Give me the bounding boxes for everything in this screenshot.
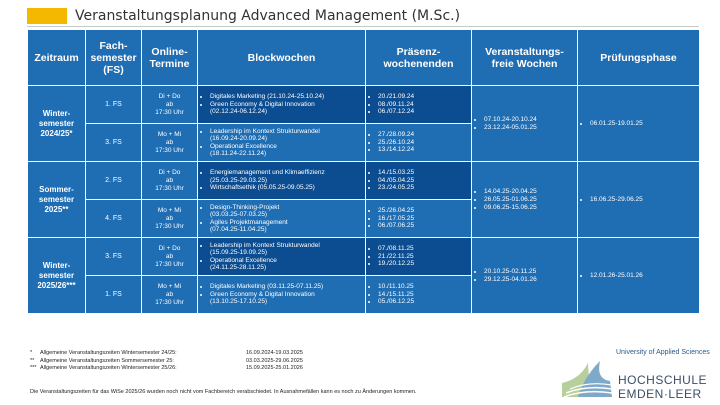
note-row (30, 358, 303, 366)
praesenz-cell (366, 238, 472, 276)
freie-woche-item-list (472, 114, 577, 134)
freie-woche-item: • 29.12.25-04.01.26 (484, 276, 573, 284)
schedule-body (28, 86, 700, 314)
praesenz-item: • 20./21.09.24 (378, 93, 467, 101)
online-termine-cell: Mo + Mi ab 17:30 Uhr (142, 276, 198, 314)
blockwoche-item: • Digitales Marketing (03.11.25-07.11.25) (210, 283, 361, 291)
title-bar (27, 6, 460, 26)
header-zeitraum: Zeitraum (28, 30, 86, 86)
header-praesenzwochenenden: Präsenz- wochenenden (366, 30, 472, 86)
pruefungsphase-cell (578, 162, 700, 238)
pruefungsphase-item: • 16.06.25-29.06.25 (590, 196, 695, 204)
praesenz-item: • 14./15.11.25 (378, 291, 467, 299)
blockwoche-item: • Agiles Projektmanagement (07.04.25-11.04.25) (210, 219, 361, 234)
praesenz-item: • 19./20.12.25 (378, 260, 467, 268)
blockwoche-item-list (198, 240, 365, 274)
blockwoche-item: • Green Economy & Digital Innovation (02.12.24-06.12.24) (210, 101, 361, 116)
praesenz-item-list (366, 91, 471, 118)
footnote: Die Veranstaltungszeiten für das WiSe 2025/26 wurden noch nicht vom Fachbereich verabschiedet. In Ausnahmefällen kann es noch zu Änderungen kommen. (30, 389, 417, 395)
header-online-termine: Online- Termine (142, 30, 198, 86)
blockwochen-cell (198, 86, 366, 124)
university-logo (560, 349, 720, 405)
blockwoche-item-list (198, 281, 365, 308)
note-label: Allgemeine Veranstaltungszeiten Wintersemester 24/25: (40, 350, 177, 356)
header-pruefungsphase: Prüfungsphase (578, 30, 700, 86)
table-row (28, 238, 700, 276)
praesenz-item: • 27./28.09.24 (378, 131, 467, 139)
note-value: 15.09.2025-25.01.2026 (246, 365, 303, 371)
veranstaltungsfreie-wochen-cell (472, 86, 578, 162)
pruefungsphase-item: • 06.01.25-19.01.25 (590, 120, 695, 128)
praesenz-item: • 13./14.12.24 (378, 146, 467, 154)
title-accent-bar (27, 8, 67, 24)
header-fachsemester: Fach- semester (FS) (86, 30, 142, 86)
praesenz-item-list (366, 205, 471, 232)
online-termine-cell: Mo + Mi ab 17:30 Uhr (142, 124, 198, 162)
blockwoche-item: • Leadership im Kontext Strukturwandel (16.09.24-20.09.24) (210, 128, 361, 143)
blockwochen-cell (198, 238, 366, 276)
semester-label: Winter- semester 2024/25* (28, 86, 86, 162)
fachsemester-cell: 3. FS (86, 124, 142, 162)
blockwochen-cell (198, 276, 366, 314)
blockwochen-cell (198, 124, 366, 162)
blockwoche-item: • Operational Excellence (18.11.24-22.11.24) (210, 143, 361, 158)
logo-mark-icon (560, 353, 614, 401)
logo-name-line2: EMDEN·LEER (618, 387, 702, 401)
blockwoche-item: • Energiemanagement und Klimaeffizienz (25.03.25-29.03.25) (210, 169, 361, 184)
pruefungsphase-list (578, 194, 699, 206)
pruefungsphase-cell (578, 238, 700, 314)
praesenz-item: • 08./09.11.24 (378, 101, 467, 109)
praesenz-item: • 16./17.05.25 (378, 215, 467, 223)
blockwoche-item-list (198, 126, 365, 160)
note-label: Allgemeine Veranstaltungszeiten Wintersemester 25/26: (40, 365, 177, 371)
praesenz-item: • 04./05.04.25 (378, 177, 467, 185)
logo-tagline: University of Applied Sciences (616, 349, 710, 356)
freie-woche-item: • 14.04.25-20.04.25 (484, 188, 573, 196)
blockwoche-item: • Leadership im Kontext Strukturwandel (15.09.25-19.09.25) (210, 242, 361, 257)
praesenz-cell (366, 86, 472, 124)
fachsemester-cell: 1. FS (86, 276, 142, 314)
semester-label: Winter- semester 2025/26*** (28, 238, 86, 314)
praesenz-cell (366, 276, 472, 314)
online-termine-cell: Di + Do ab 17:30 Uhr (142, 86, 198, 124)
fachsemester-cell: 4. FS (86, 200, 142, 238)
pruefungsphase-list (578, 118, 699, 130)
table-row (28, 162, 700, 200)
praesenz-item: • 23./24.05.25 (378, 184, 467, 192)
title-divider (27, 26, 699, 27)
praesenz-cell (366, 200, 472, 238)
blockwoche-item-list (198, 202, 365, 236)
praesenz-item: • 25./26.04.25 (378, 207, 467, 215)
logo-name-line1: HOCHSCHULE (618, 373, 708, 387)
note-label: Allgemeine Veranstaltungszeiten Sommersemester 25: (40, 357, 174, 364)
pruefungsphase-item: • 12.01.26-25.01.26 (590, 272, 695, 280)
note-mark: *** (30, 365, 37, 371)
freie-woche-item-list (472, 266, 577, 286)
semester-label: Sommer- semester 2025** (28, 162, 86, 238)
pruefungsphase-cell (578, 86, 700, 162)
blockwoche-item: • Operational Excellence (24.11.25-28.11.25) (210, 257, 361, 272)
freie-woche-item-list (472, 186, 577, 214)
pruefungsphase-list (578, 270, 699, 282)
header-blockwochen: Blockwochen (198, 30, 366, 86)
note-value: 16.09.2024-19.03.2025 (246, 350, 303, 356)
praesenz-item-list (366, 243, 471, 270)
veranstaltungsfreie-wochen-cell (472, 162, 578, 238)
note-row (30, 350, 303, 358)
freie-woche-item: • 07.10.24-20.10.24 (484, 116, 573, 124)
blockwochen-cell (198, 200, 366, 238)
praesenz-cell (366, 162, 472, 200)
note-mark: ** (30, 357, 35, 364)
praesenz-item-list (366, 167, 471, 194)
praesenz-item-list (366, 129, 471, 156)
online-termine-cell: Mo + Mi ab 17:30 Uhr (142, 200, 198, 238)
blockwoche-item: • Digitales Marketing (21.10.24-25.10.24) (210, 93, 361, 101)
freie-woche-item: • 09.06.25-15.06.25 (484, 204, 573, 212)
blockwoche-item-list (198, 91, 365, 118)
fachsemester-cell: 1. FS (86, 86, 142, 124)
praesenz-item: • 05./06.12.25 (378, 298, 467, 306)
praesenz-item: • 06./07.06.25 (378, 222, 467, 230)
table-row (28, 86, 700, 124)
online-termine-cell: Di + Do ab 17:30 Uhr (142, 238, 198, 276)
blockwoche-item-list (198, 167, 365, 194)
praesenz-item: • 25./26.10.24 (378, 139, 467, 147)
freie-woche-item: • 23.12.24-05.01.25 (484, 124, 573, 132)
fachsemester-cell: 3. FS (86, 238, 142, 276)
fachsemester-cell: 2. FS (86, 162, 142, 200)
blockwoche-item: • Wirtschaftsethik (05.05.25-09.05.25) (210, 184, 361, 192)
header-veranstaltungsfreie-wochen: Veranstaltungs- freie Wochen (472, 30, 578, 86)
blockwoche-item: • Green Economy & Digital Innovation (13.10.25-17.10.25) (210, 291, 361, 306)
veranstaltungsfreie-wochen-cell (472, 238, 578, 314)
note-value: 03.03.2025-29.06.2025 (246, 357, 303, 364)
online-termine-cell: Di + Do ab 17:30 Uhr (142, 162, 198, 200)
note-row (30, 365, 303, 373)
praesenz-item: • 14./15.03.25 (378, 169, 467, 177)
note-mark: * (30, 350, 33, 356)
blockwoche-item: • Design-Thinking-Projekt (03.03.25-07.03.25) (210, 204, 361, 219)
praesenz-item: • 10./11.10.25 (378, 283, 467, 291)
freie-woche-item: • 20.10.25-02.11.25 (484, 268, 573, 276)
schedule-table (27, 29, 700, 314)
praesenz-item: • 21./22.11.25 (378, 253, 467, 261)
page-title: Veranstaltungsplanung Advanced Management (M.Sc.) (75, 8, 461, 24)
praesenz-item: • 07./08.11.25 (378, 245, 467, 253)
praesenz-item: • 06./07.12.24 (378, 108, 467, 116)
praesenz-cell (366, 124, 472, 162)
praesenz-item-list (366, 281, 471, 308)
freie-woche-item: • 26.05.25-01.06.25 (484, 196, 573, 204)
blockwochen-cell (198, 162, 366, 200)
notes (30, 350, 303, 373)
